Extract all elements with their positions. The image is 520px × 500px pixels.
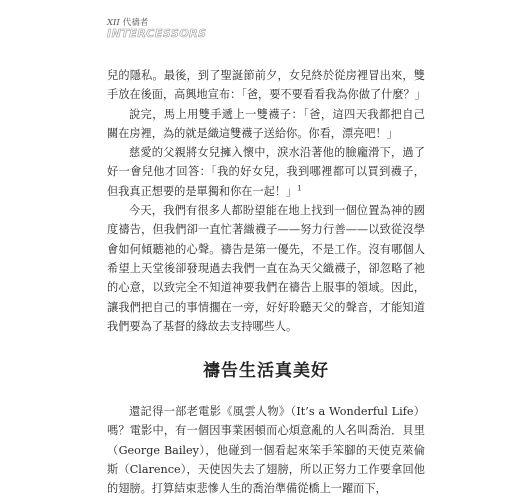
page-number: XII <box>107 18 120 28</box>
footnote-marker: 1 <box>297 184 302 193</box>
paragraph: 今天，我們有很多人都盼望能在地上找到一個位置為神的國度禱告，但我們卻一直忙著織襪子——努力行善——以致從沒學會如何傾聽祂的心聲。禱告是第一優先，不是工作。沒有哪個人希望上天堂後卻發現過去我們一直在為天父織襪子，卻忽略了祂的心意，以致完全不知道神要我們在禱告上服事的領域。因此，讓我們把自己的事情擱在一旁，好好聆聽天父的聲音，才能知道我們要為了基督的緣故去支持哪些人。 <box>107 204 425 333</box>
paragraph: 還記得一部老電影《風雲人物》（It’s a Wonderful Life）嗎？電影中，有一個因事業困頓而心煩意亂的人名叫喬治．貝里（George Bailey），他碰到一個看起來笨手笨腳的天使克萊倫斯（Clarence），天使因失去了翅膀，所以正努力工作要拿回他的翅膀。打算結束悲慘人生的喬治準備從橋上一躍而下， <box>107 405 425 496</box>
paragraph: 兒的隱私。最後，到了聖誕節前夕，女兒終於從房裡冒出來，雙手放在後面，高興地宣布：「爸，要不要看看我為你做了什麼？」 <box>107 69 426 102</box>
section-heading: 禱告生活真美好 <box>203 361 329 382</box>
book-title: 代禱者 <box>122 18 149 28</box>
book-title-english: INTERCESSORS <box>107 27 207 40</box>
paragraph <box>107 143 425 201</box>
paragraph-text: 慈愛的父親將女兒擁入懷中，淚水沿著他的臉龐滑下，過了好一會兒他才回答：「我的好女兒，我到哪裡都可以買到襪子，但我真正想要的是單獨和你在一起！」 <box>107 146 425 198</box>
running-header <box>107 18 207 40</box>
paragraph: 說完，馬上用雙手遞上一雙襪子：「爸，這四天我都把自己關在房裡，為的就是織這雙襪子送給你。你看，漂亮吧！」 <box>107 107 425 140</box>
page-body <box>107 66 425 499</box>
